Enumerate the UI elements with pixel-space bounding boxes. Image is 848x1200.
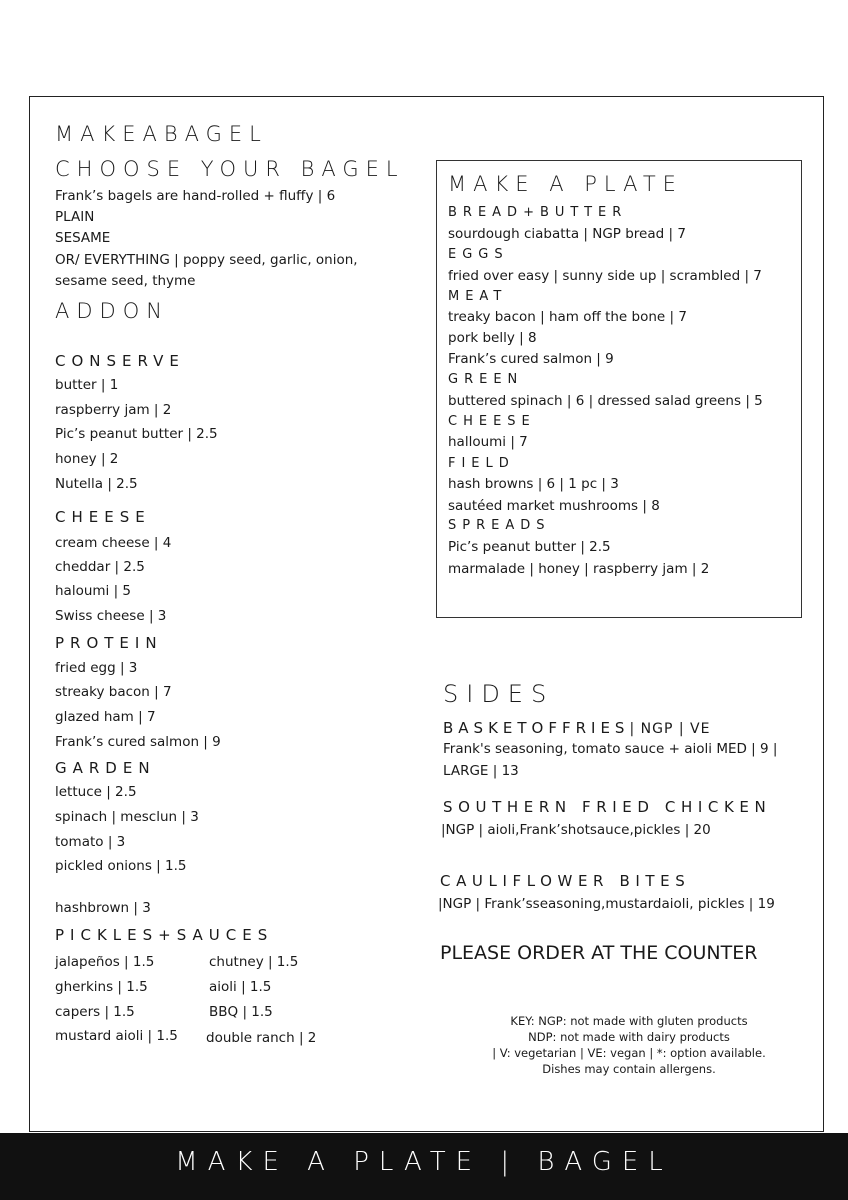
addon-heading: ADDON [55, 299, 169, 323]
bagel-line: Frank’s bagels are hand-rolled + fluffy | 6 [55, 188, 336, 204]
menu-item: Swiss cheese | 3 [55, 608, 167, 624]
fries-heading-row [443, 718, 710, 737]
menu-item: streaky bacon | 7 [55, 684, 172, 700]
menu-item: |NGP | aioli,Frank’shotsauce,pickles | 20 [441, 822, 711, 838]
key-line: NDP: not made with dairy products [528, 1030, 730, 1044]
menu-item: LARGE | 13 [443, 763, 519, 779]
menu-item: gherkins | 1.5 [55, 979, 148, 995]
garden-heading: GARDEN [55, 759, 156, 777]
allergen-key [458, 1013, 800, 1077]
cauliflower-heading: CAULIFLOWER BITES [440, 872, 691, 890]
menu-item: BBQ | 1.5 [209, 1004, 273, 1020]
menu-item: capers | 1.5 [55, 1004, 135, 1020]
menu-item: treaky bacon | ham off the bone | 7 [448, 309, 687, 325]
menu-item: cheddar | 2.5 [55, 559, 145, 575]
menu-item: pork belly | 8 [448, 330, 537, 346]
menu-item: tomato | 3 [55, 834, 126, 850]
menu-item: haloumi | 5 [55, 583, 132, 599]
menu-item: cream cheese | 4 [55, 535, 172, 551]
protein-heading: PROTEIN [55, 634, 163, 652]
bagel-line: sesame seed, thyme [55, 273, 196, 289]
menu-item: fried egg | 3 [55, 660, 138, 676]
menu-item: chutney | 1.5 [209, 954, 299, 970]
menu-item: honey | 2 [55, 451, 119, 467]
menu-item: Frank's seasoning, tomato sauce + aioli MED | 9 | [443, 741, 778, 757]
fries-heading: BASKETOFFRIES [443, 719, 630, 737]
menu-item: Frank’s cured salmon | 9 [55, 734, 221, 750]
menu-item: glazed ham | 7 [55, 709, 156, 725]
menu-item: mustard aioli | 1.5 [55, 1028, 178, 1044]
bagel-line: OR/ EVERYTHING | poppy seed, garlic, onion, [55, 252, 358, 268]
menu-item: hash browns | 6 | 1 pc | 3 [448, 476, 619, 492]
menu-item: hashbrown | 3 [55, 900, 151, 916]
menu-item: pickled onions | 1.5 [55, 858, 187, 874]
sides-title: SIDES [443, 680, 555, 708]
menu-item: spinach | mesclun | 3 [55, 809, 199, 825]
menu-item: aioli | 1.5 [209, 979, 272, 995]
plate-title: MAKE A PLATE [448, 172, 683, 196]
meat-heading: MEAT [448, 289, 508, 304]
chicken-heading: SOUTHERN FRIED CHICKEN [443, 798, 772, 816]
bread-heading: BREAD+BUTTER [448, 205, 628, 220]
menu-item: Pic’s peanut butter | 2.5 [55, 426, 218, 442]
menu-item: sautéed market mushrooms | 8 [448, 498, 660, 514]
menu-item: sourdough ciabatta | NGP bread | 7 [448, 226, 686, 242]
menu-item: lettuce | 2.5 [55, 784, 137, 800]
green-heading: GREEN [448, 372, 524, 387]
bagel-line: PLAIN [55, 209, 95, 225]
bagel-line: SESAME [55, 230, 111, 246]
key-line: | V: vegetarian | VE: vegan | *: option available. [492, 1046, 766, 1060]
cheese-heading: CHEESE [55, 508, 151, 526]
field-heading: FIELD [448, 456, 515, 471]
fries-tag: | NGP | VE [629, 721, 711, 737]
key-line: Dishes may contain allergens. [542, 1062, 716, 1076]
menu-item: Frank’s cured salmon | 9 [448, 351, 614, 367]
menu-title: MAKEABAGEL [55, 122, 268, 146]
order-note: PLEASE ORDER AT THE COUNTER [440, 942, 758, 964]
eggs-heading: EGGS [448, 247, 509, 262]
menu-item: butter | 1 [55, 377, 119, 393]
menu-item: Pic’s peanut butter | 2.5 [448, 539, 611, 555]
menu-item: marmalade | honey | raspberry jam | 2 [448, 561, 710, 577]
footer-bar [0, 1133, 848, 1200]
menu-item: fried over easy | sunny side up | scrambled | 7 [448, 268, 762, 284]
spreads-heading: SPREADS [448, 518, 551, 533]
menu-item: halloumi | 7 [448, 434, 528, 450]
menu-item: raspberry jam | 2 [55, 402, 172, 418]
menu-item: |NGP | Frank’sseasoning,mustardaioli, pickles | 19 [438, 896, 775, 912]
choose-bagel-heading: CHOOSE YOUR BAGEL [55, 157, 405, 181]
footer-text: MAKE A PLATE | BAGEL [175, 1147, 673, 1177]
pickles-heading: PICKLES+SAUCES [55, 926, 274, 944]
plate-cheese-heading: CHEESE [448, 414, 536, 429]
menu-item: buttered spinach | 6 | dressed salad greens | 5 [448, 393, 763, 409]
conserve-heading: CONSERVE [55, 352, 185, 370]
menu-item: jalapeños | 1.5 [55, 954, 155, 970]
key-line: KEY: NGP: not made with gluten products [510, 1014, 748, 1028]
menu-item: double ranch | 2 [206, 1030, 317, 1046]
menu-item: Nutella | 2.5 [55, 476, 138, 492]
